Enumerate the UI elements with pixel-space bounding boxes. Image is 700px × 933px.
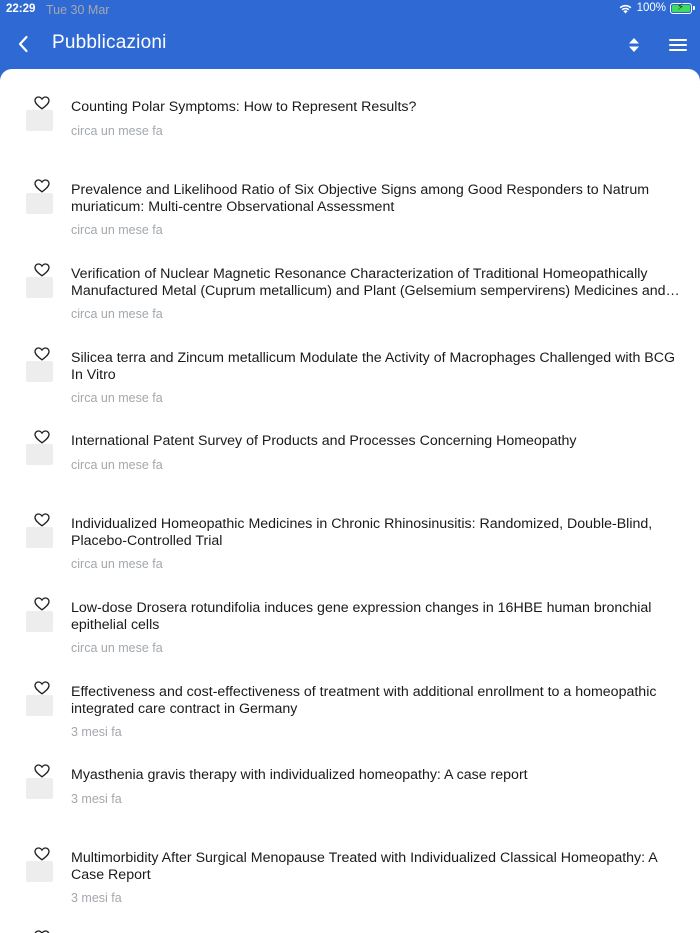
- publication-thumbnail: [26, 861, 53, 882]
- status-date: Tue 30 Mar: [46, 3, 110, 17]
- publication-row[interactable]: [0, 513, 700, 593]
- publication-row[interactable]: [0, 597, 700, 677]
- publication-date: circa un mese fa: [71, 557, 163, 571]
- menu-button[interactable]: [664, 32, 692, 58]
- status-right: [618, 2, 692, 14]
- publication-thumbnail: [26, 527, 53, 548]
- favorite-heart-icon[interactable]: [34, 847, 50, 861]
- battery-icon: ⚡: [670, 3, 692, 14]
- publication-row[interactable]: [0, 96, 700, 176]
- publication-title[interactable]: Silicea terra and Zincum metallicum Modulate the Activity of Macrophages Challenged with BCG In Vitro: [71, 350, 676, 383]
- publication-date: circa un mese fa: [71, 641, 163, 655]
- publication-title[interactable]: Effectiveness and cost-effectiveness of treatment with additional enrollment to a homeopathic integrated care contract in Germany: [71, 684, 657, 717]
- publication-thumbnail: [26, 778, 53, 799]
- publication-row[interactable]: [0, 179, 700, 259]
- status-time: 22:29: [6, 3, 36, 15]
- favorite-heart-icon[interactable]: [34, 179, 50, 193]
- battery-percent: 100%: [636, 2, 666, 14]
- favorite-heart-icon[interactable]: [34, 347, 50, 361]
- publication-row[interactable]: [0, 263, 700, 343]
- publication-thumbnail: [26, 361, 53, 382]
- publication-title[interactable]: Counting Polar Symptoms: How to Represent Results?: [71, 99, 417, 115]
- publication-date: circa un mese fa: [71, 223, 163, 237]
- page-title: Pubblicazioni: [52, 32, 167, 53]
- publication-thumbnail: [26, 277, 53, 298]
- favorite-heart-icon[interactable]: [34, 96, 50, 110]
- content-panel: [0, 69, 700, 933]
- publication-date: circa un mese fa: [71, 391, 163, 405]
- publication-row[interactable]: [0, 430, 700, 510]
- publication-title[interactable]: Verification of Nuclear Magnetic Resonance Characterization of Traditional Homeopathically Manufactured Metal (Cuprum metallicum) and Plant (Gelsemium sempervirens) Medicines and: [71, 266, 666, 299]
- publication-title[interactable]: Myasthenia gravis therapy with individualized homeopathy: A case report: [71, 767, 528, 783]
- publication-thumbnail: [26, 193, 53, 214]
- publication-row[interactable]: [0, 347, 700, 427]
- favorite-heart-icon[interactable]: [34, 430, 50, 444]
- publication-row[interactable]: [0, 847, 700, 927]
- publication-title[interactable]: Low-dose Drosera rotundifolia induces gene expression changes in 16HBE human bronchial epithelial cells: [71, 600, 652, 633]
- publication-date: circa un mese fa: [71, 458, 163, 472]
- favorite-heart-icon[interactable]: [34, 681, 50, 695]
- publication-title[interactable]: Prevalence and Likelihood Ratio of Six Objective Signs among Good Responders to Natrum muriaticum: Multi-centre Observational Assessment: [71, 182, 650, 215]
- publication-thumbnail: [26, 611, 53, 632]
- sort-button[interactable]: [622, 32, 646, 58]
- sort-icon: [628, 37, 640, 53]
- favorite-heart-icon[interactable]: [34, 597, 50, 611]
- wifi-icon: [618, 3, 633, 14]
- chevron-left-icon: [17, 35, 29, 53]
- hamburger-menu-icon: [669, 38, 687, 52]
- publication-date: 3 mesi fa: [71, 725, 122, 739]
- publication-thumbnail: [26, 444, 53, 465]
- favorite-heart-icon[interactable]: [34, 764, 50, 778]
- publication-row[interactable]: [0, 681, 700, 761]
- favorite-heart-icon[interactable]: [34, 513, 50, 527]
- publication-title[interactable]: International Patent Survey of Products and Processes Concerning Homeopathy: [71, 433, 577, 449]
- favorite-heart-icon[interactable]: [34, 263, 50, 277]
- publication-date: circa un mese fa: [71, 307, 163, 321]
- publication-date: circa un mese fa: [71, 124, 163, 138]
- publication-thumbnail: [26, 110, 53, 131]
- publication-row[interactable]: [0, 764, 700, 844]
- publication-thumbnail: [26, 695, 53, 716]
- back-button[interactable]: [10, 30, 36, 58]
- publication-date: 3 mesi fa: [71, 891, 122, 905]
- status-bar: [0, 0, 700, 20]
- nav-bar: [0, 20, 700, 70]
- publication-title[interactable]: Multimorbidity After Surgical Menopause Treated with Individualized Classical Homeopathy: A Case Report: [71, 850, 657, 883]
- publication-title[interactable]: Individualized Homeopathic Medicines in Chronic Rhinosinusitis: Randomized, Double-Blind, Placebo-Controlled Trial: [71, 516, 653, 549]
- publication-date: 3 mesi fa: [71, 792, 122, 806]
